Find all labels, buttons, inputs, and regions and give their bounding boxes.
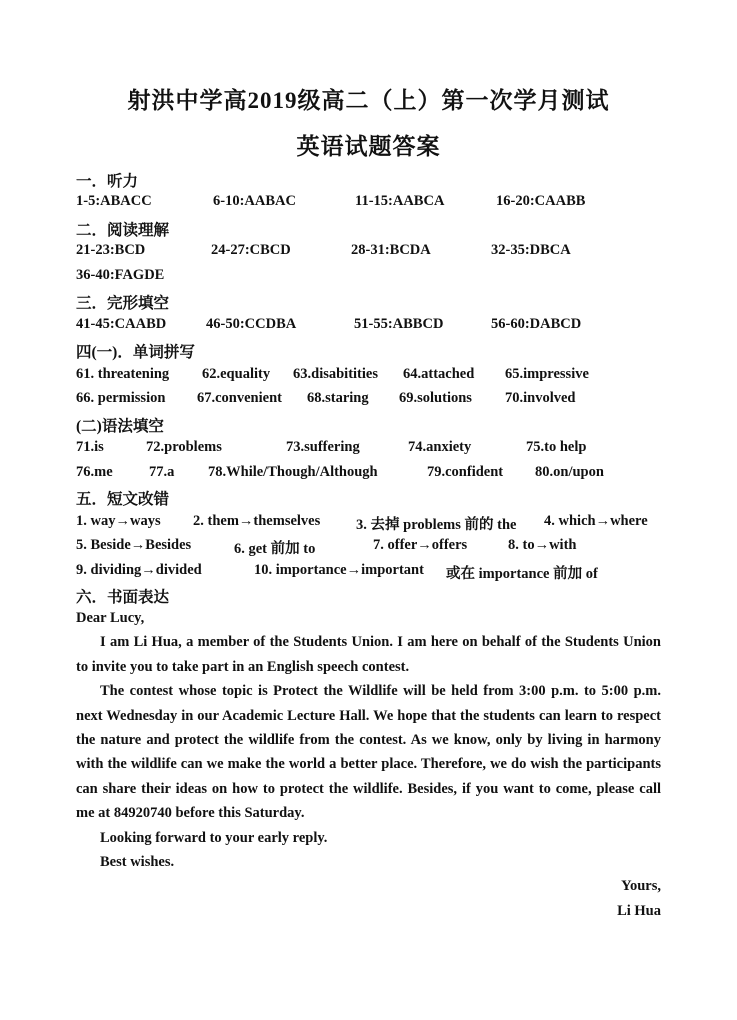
section-correction-heading: 五．短文改错 xyxy=(76,491,170,508)
answer-item: 9. dividing→divided xyxy=(76,562,202,578)
answer-item: 2. them→themselves xyxy=(193,513,321,529)
answer-item: 71.is xyxy=(76,439,104,455)
answer-group: 41-45:CAABD xyxy=(76,316,167,332)
answer-item: 4. which→where xyxy=(544,513,648,529)
answer-item: 69.solutions xyxy=(399,390,472,406)
letter-paragraph: The contest whose topic is Protect the Wildlife will be held from 3:00 p.m. to 5:00 p.m. next Wednesday in our Academic Lecture Hall. We hope that the students can learn to respect the nature and protect the wildlife from the contest. As we know, only by living in harmony with the wildlife can we make the world a better place. Therefore, we do wish the participants can share their ideas on how to protect the wildlife. Besides, if you want to come, please call me at 84920740 before this Saturday. xyxy=(76,683,661,822)
answer-item: 62.equality xyxy=(202,366,271,382)
letter-closing: Yours, xyxy=(621,878,661,895)
answer-item: 6. get 前加 to xyxy=(234,541,316,557)
spelling-answers-row xyxy=(0,366,737,388)
grammar-answers-row xyxy=(0,464,737,486)
section-grammar-heading: (二)语法填空 xyxy=(76,418,164,435)
section-writing-heading: 六．书面表达 xyxy=(76,589,170,606)
answer-item: 68.staring xyxy=(307,390,369,406)
answer-group: 46-50:CCDBA xyxy=(206,316,297,332)
answer-item: 66. permission xyxy=(76,390,166,406)
answer-group: 6-10:AABAC xyxy=(213,193,296,209)
answer-item: 79.confident xyxy=(427,464,504,480)
answer-group: 24-27:CBCD xyxy=(211,242,291,258)
page-subtitle: 英语试题答案 xyxy=(296,134,441,159)
section-reading-heading: 二．阅读理解 xyxy=(76,222,170,239)
listening-answers-row xyxy=(0,193,737,215)
section-listening-heading: 一．听力 xyxy=(76,173,139,190)
answer-item: 1. way→ways xyxy=(76,513,161,529)
answer-item: 67.convenient xyxy=(197,390,282,406)
answer-item: 75.to help xyxy=(526,439,587,455)
letter-paragraph: Looking forward to your early reply. xyxy=(100,829,328,846)
letter-salutation: Dear Lucy, xyxy=(76,610,145,626)
page-title: 射洪中学高2019级高二（上）第一次学月测试 xyxy=(127,88,610,113)
answer-item: 80.on/upon xyxy=(535,464,604,480)
answer-item: 65.impressive xyxy=(505,366,589,382)
answer-group: 11-15:AABCA xyxy=(355,193,445,209)
reading-answers-row xyxy=(0,242,737,264)
answer-item: 或在 importance 前加 of xyxy=(446,566,598,582)
model-letter xyxy=(76,606,661,923)
grammar-answers-row xyxy=(0,439,737,461)
answer-item: 72.problems xyxy=(146,439,222,455)
letter-signature: Li Hua xyxy=(617,902,661,919)
letter-paragraph: Best wishes. xyxy=(100,854,175,871)
correction-answers-row xyxy=(0,562,737,584)
answer-item: 74.anxiety xyxy=(408,439,472,455)
answer-item: 70.involved xyxy=(505,390,576,406)
section-cloze-heading: 三．完形填空 xyxy=(76,295,170,312)
answer-item: 76.me xyxy=(76,464,113,480)
answer-group: 36-40:FAGDE xyxy=(76,267,165,283)
answer-group: 21-23:BCD xyxy=(76,242,146,258)
answer-item: 5. Beside→Besides xyxy=(76,537,192,553)
answer-item: 7. offer→offers xyxy=(373,537,468,553)
correction-answers-row xyxy=(0,513,737,535)
answer-group: 1-5:ABACC xyxy=(76,193,152,209)
answer-group: 16-20:CAABB xyxy=(496,193,586,209)
correction-answers-row xyxy=(0,537,737,559)
answer-item: 10. importance→important xyxy=(254,562,424,578)
reading-answers-row xyxy=(0,267,737,289)
answer-item: 3. 去掉 problems 前的 the xyxy=(356,517,517,533)
answer-item: 64.attached xyxy=(403,366,475,382)
answer-item: 61. threatening xyxy=(76,366,170,382)
answer-group: 32-35:DBCA xyxy=(491,242,571,258)
answer-item: 73.suffering xyxy=(286,439,360,455)
answer-item: 63.disabitities xyxy=(293,366,378,382)
answer-group: 28-31:BCDA xyxy=(351,242,431,258)
answer-group: 51-55:ABBCD xyxy=(354,316,444,332)
answer-item: 77.a xyxy=(149,464,175,480)
answer-item: 8. to→with xyxy=(508,537,577,553)
cloze-answers-row xyxy=(0,316,737,338)
answer-item: 78.While/Though/Although xyxy=(208,464,378,480)
section-spelling-heading: 四(一)．单词拼写 xyxy=(76,344,195,361)
spelling-answers-row xyxy=(0,390,737,412)
answer-group: 56-60:DABCD xyxy=(491,316,582,332)
letter-paragraph: I am Li Hua, a member of the Students Union. I am here on behalf of the Students Union to invite you to take part in an English speech contest. xyxy=(76,634,661,675)
